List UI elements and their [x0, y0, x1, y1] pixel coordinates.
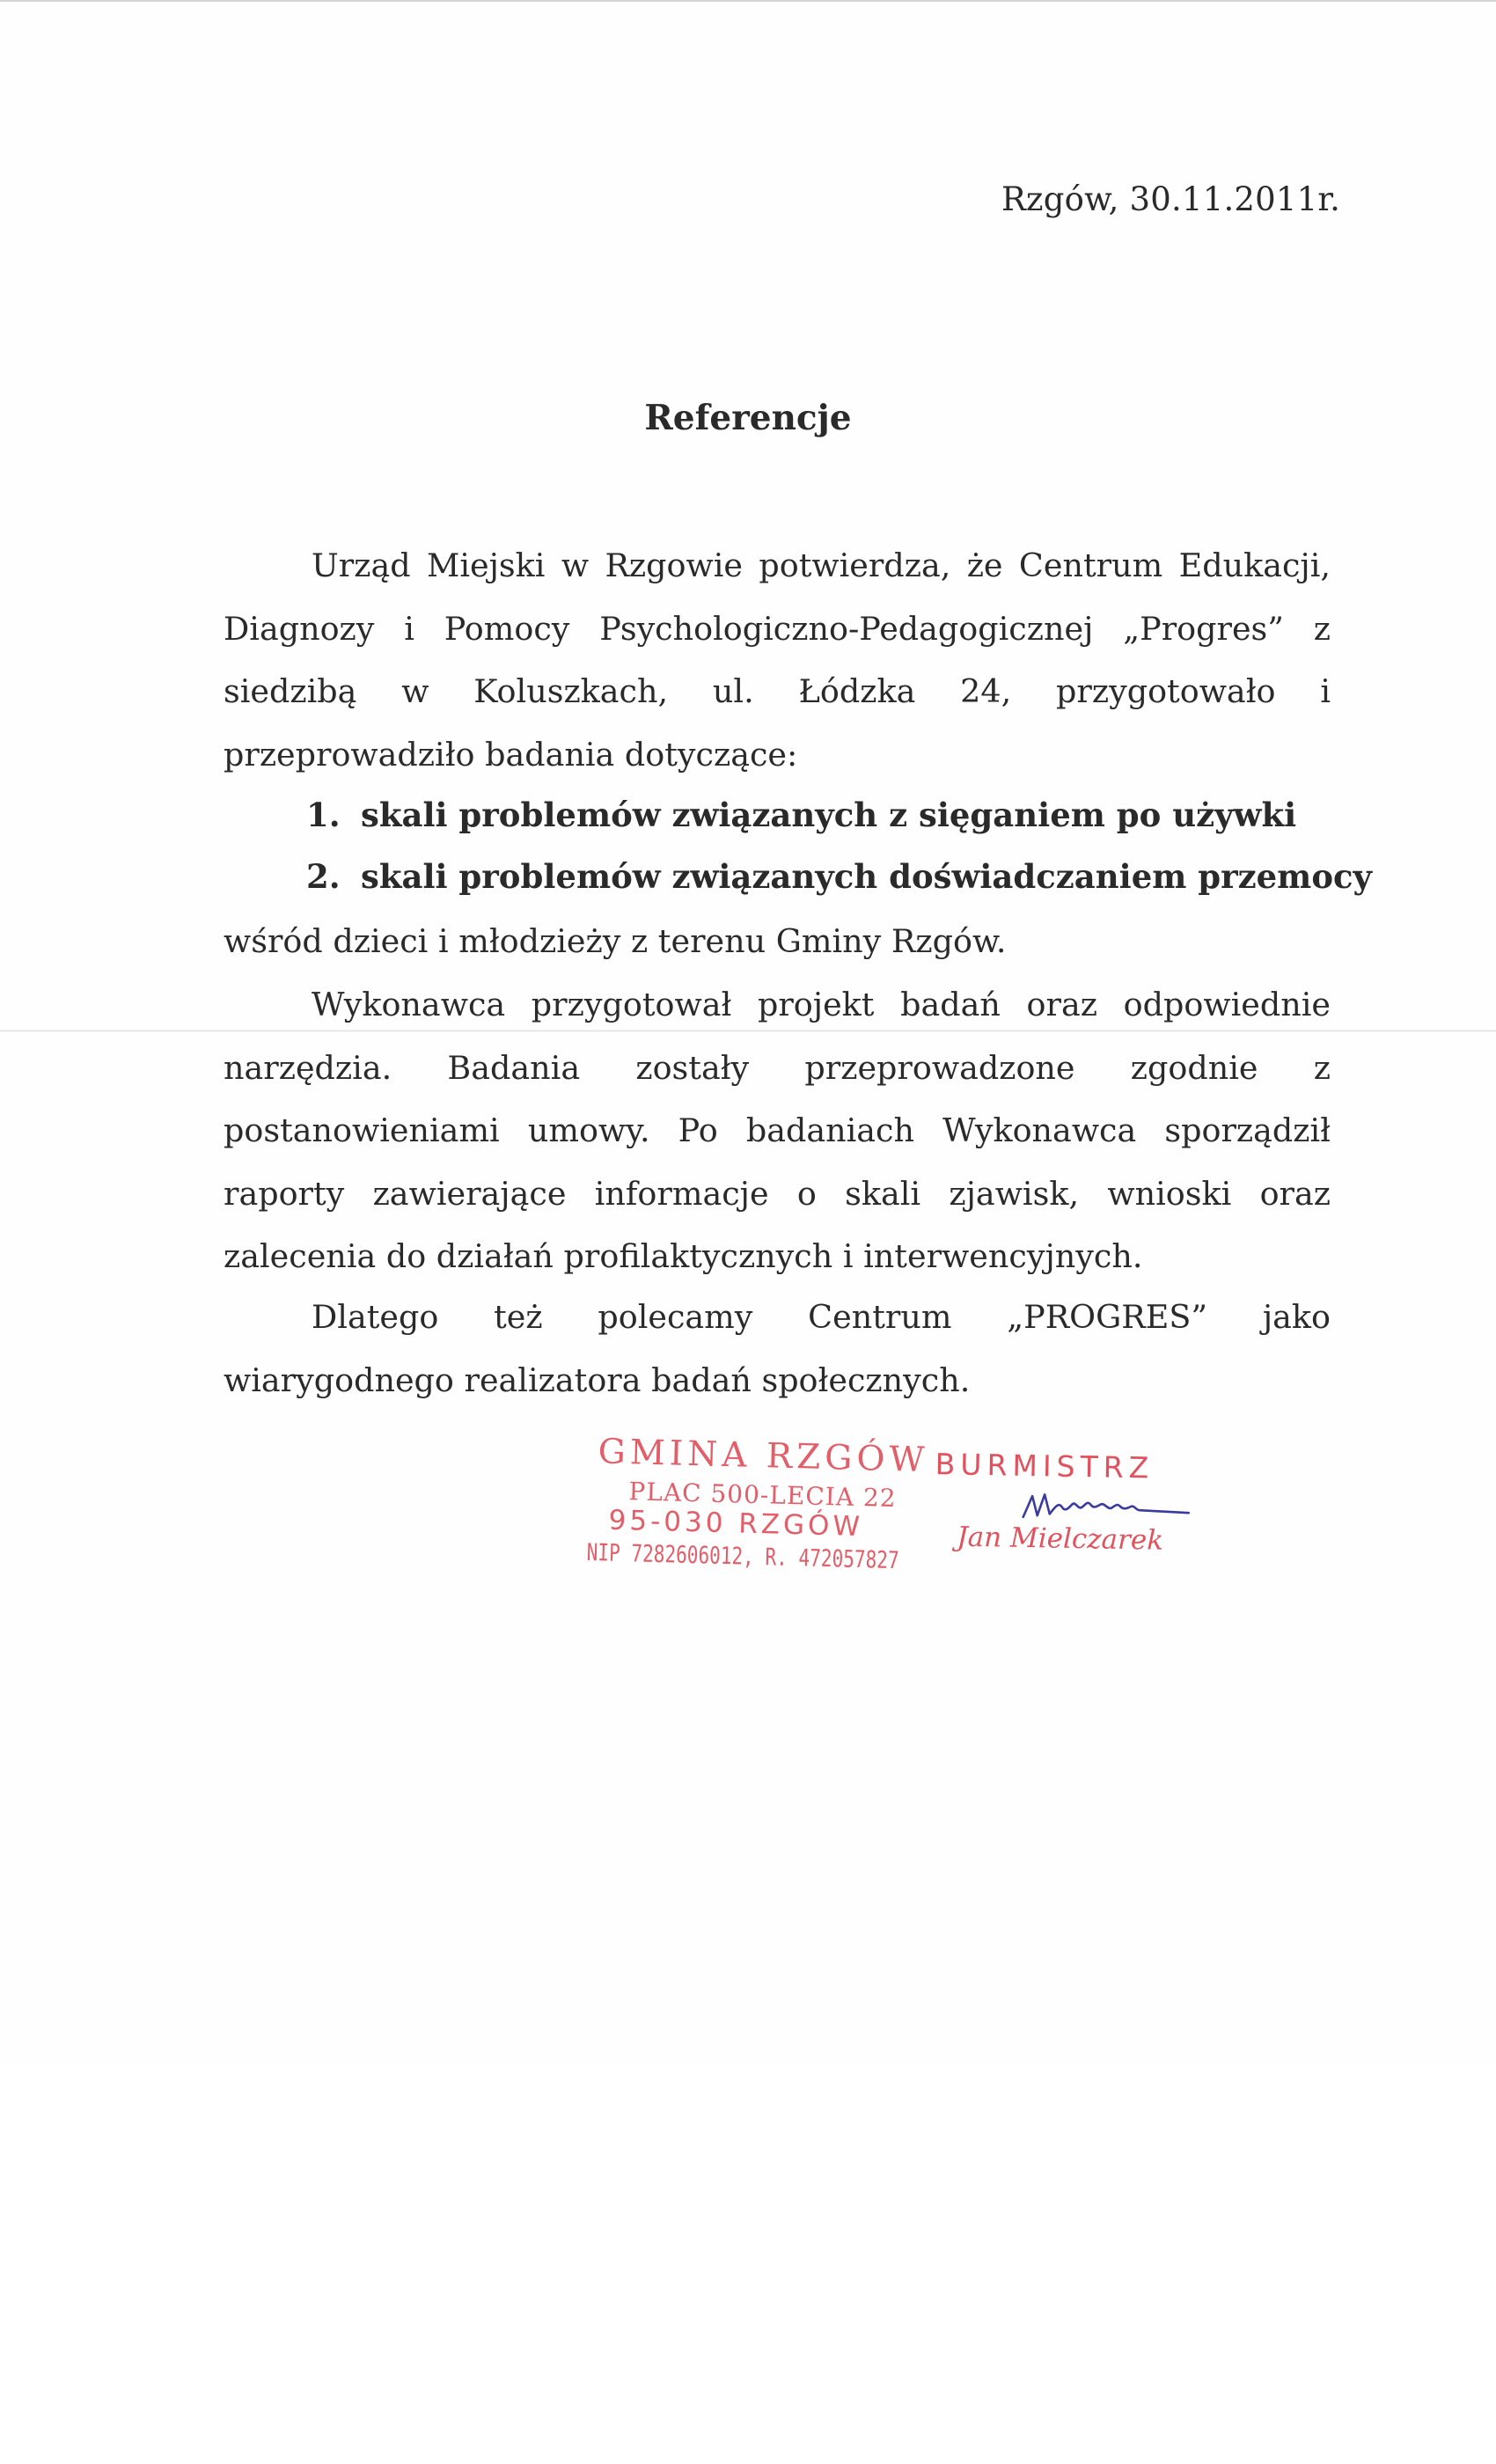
- burmistrz-stamp: [932, 1447, 1224, 1558]
- paragraph-intro-end: wśród dzieci i młodzieży z terenu Gminy Rzgów.: [224, 922, 1007, 960]
- document-title: Referencje: [644, 398, 852, 438]
- stamp-line-address: PLAC 500-LECIA 22: [628, 1477, 898, 1514]
- list-item: [306, 857, 1372, 896]
- list-item-text: skali problemów związanych doświadczaniem przemocy: [361, 857, 1373, 896]
- list-item-number: 1.: [306, 796, 341, 834]
- gmina-stamp: [579, 1432, 935, 1590]
- stamp-line-nip: NIP 7282606012, R. 472057827: [586, 1538, 899, 1575]
- paragraph-recommendation: Dlatego też polecamy Centrum „PROGRES” jako wiarygodnego realizatora badań społecznych.: [224, 1298, 1331, 1399]
- stamp-line-name: GMINA RZGÓW: [598, 1432, 930, 1481]
- list-item-text: skali problemów związanych z sięganiem po używki: [361, 796, 1297, 834]
- list-item-number: 2.: [306, 857, 341, 896]
- burmistrz-name: Jan Mielczarek: [956, 1521, 1164, 1557]
- paragraph-work: Wykonawca przygotował projekt badań oraz odpowiednie narzędzia. Badania zostały przeprowadzone zgodnie z postanowieniami umowy. Po badaniach Wykonawca sporządził raporty zawierające informacje o skali zjawisk, wnioski oraz zalecenia do działań profilaktycznych i interwencyjnych.: [224, 986, 1331, 1275]
- paragraph-intro: Urząd Miejski w Rzgowie potwierdza, że Centrum Edukacji, Diagnozy i Pomocy Psychologiczno-Pedagogicznej „Progres” z siedzibą w Koluszkach, ul. Łódzka 24, przygotowało i przeprowadziło badania dotyczące:: [224, 546, 1331, 774]
- list-item: [306, 796, 1296, 834]
- stamp-line-postcode: 95-030 RZGÓW: [608, 1504, 864, 1544]
- burmistrz-title: BURMISTRZ: [935, 1447, 1155, 1485]
- document-date: Rzgów, 30.11.2011r.: [1001, 180, 1341, 218]
